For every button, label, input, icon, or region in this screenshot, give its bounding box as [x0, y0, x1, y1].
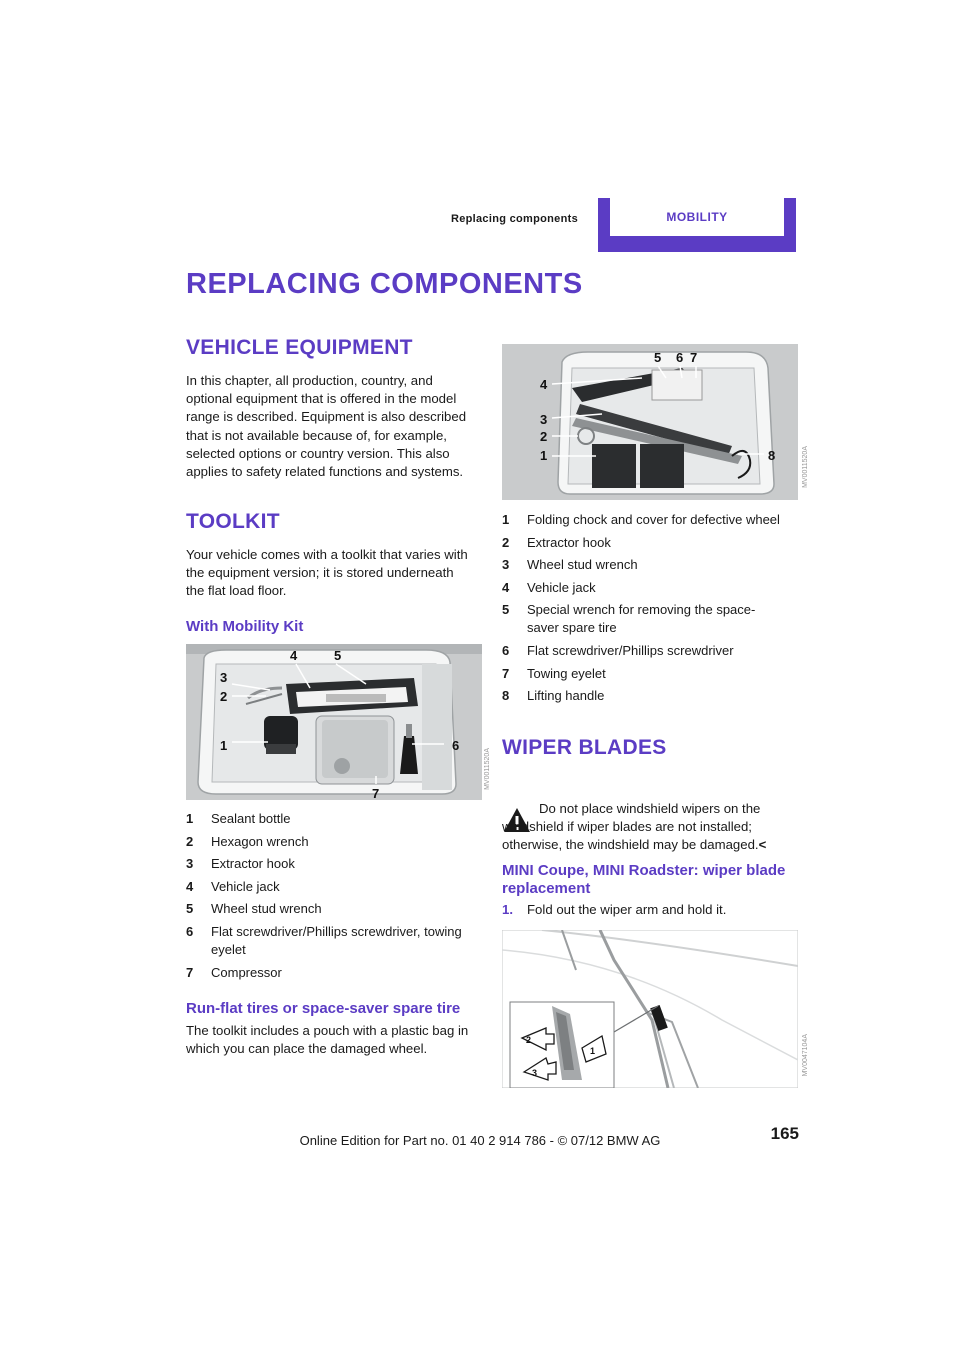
list-item: 2 Extractor hook: [502, 534, 611, 550]
callout-4: 4: [290, 648, 298, 663]
list-item: 8 Lifting handle: [502, 688, 605, 704]
list-item: 7 Compressor: [186, 964, 282, 980]
spare-tire-legend: [502, 511, 800, 710]
wiper-arm-illustration: [502, 930, 798, 1088]
wiper-step-1: 1. Fold out the wiper arm and hold it.: [502, 901, 802, 919]
callout-2: 2: [540, 429, 548, 444]
mobility-kit-legend: [186, 810, 478, 986]
warning-end-mark: <: [758, 837, 767, 853]
list-item: 6 Flat screwdriver/Phillips screwdriver, towing eyelet: [186, 923, 462, 957]
heading-runflat: Run-flat tires or space-saver spare tire: [186, 1000, 461, 1017]
toolkit-text: Your vehicle comes with a toolkit that varies with the equipment version; it is stored underneath the flat load floor.: [186, 547, 468, 599]
callout-4: 4: [540, 377, 548, 392]
callout-6: 6: [452, 738, 460, 753]
vehicle-equipment-text: In this chapter, all production, country, and optional equipment that is offered in the model range is described. Equipment is also described that is not available because of, for example, selected options or country version. This also applies to safety related functions and systems.: [186, 373, 467, 480]
mobility-kit-illustration: [186, 644, 482, 800]
list-item: 1 Sealant bottle: [186, 811, 291, 826]
runflat-text: The toolkit includes a pouch with a plastic bag in which you can place the damaged wheel.: [186, 1023, 469, 1057]
list-item: 7 Towing eyelet: [502, 665, 606, 681]
callout-2: 2: [220, 689, 228, 704]
callout-8: 8: [768, 448, 776, 463]
arrow-label-1: 1: [590, 1046, 596, 1056]
callout-1: 1: [540, 448, 548, 463]
chapter-tab-label: MOBILITY: [666, 210, 728, 224]
heading-toolkit: TOOLKIT: [186, 510, 280, 533]
list-item: 5 Special wrench for removing the space-saver spare tire: [502, 602, 756, 636]
callout-1: 1: [220, 738, 228, 753]
heading-vehicle-equipment: VEHICLE EQUIPMENT: [186, 336, 413, 359]
callout-7: 7: [690, 350, 698, 365]
page-number: 165: [770, 1124, 799, 1143]
list-item: 2 Hexagon wrench: [186, 833, 309, 849]
footer-edition: Online Edition for Part no. 01 40 2 914 786 - © 07/12 BMW AG: [299, 1133, 661, 1148]
list-item: 1 Folding chock and cover for defective wheel: [502, 512, 780, 527]
running-section-title: Replacing components: [450, 213, 578, 225]
spare-tire-toolkit-illustration: [502, 344, 798, 500]
chapter-tab: [598, 198, 796, 252]
heading-mobility-kit: With Mobility Kit: [186, 618, 304, 635]
figure-code: MV0011520A: [484, 748, 491, 790]
callout-7: 7: [372, 786, 380, 800]
list-item: 3 Wheel stud wrench: [502, 557, 638, 573]
wiper-warning-text: Do not place windshield wipers on the windshield if wiper blades are not installed; otherwise, the windshield may be damaged.<: [502, 801, 767, 853]
heading-wiper-replacement: MINI Coupe, MINI Roadster: wiper blade replacement: [502, 862, 786, 897]
step-number: 1.: [502, 902, 513, 917]
callout-3: 3: [220, 670, 228, 685]
list-item: 4 Vehicle jack: [186, 878, 280, 894]
callout-3: 3: [540, 412, 548, 427]
callout-6: 6: [676, 350, 684, 365]
list-item: 4 Vehicle jack: [502, 579, 596, 595]
arrow-label-3: 3: [532, 1068, 538, 1078]
figure-code: MV0011520A: [802, 446, 809, 488]
list-item: 3 Extractor hook: [186, 856, 295, 872]
list-item: 6 Flat screwdriver/Phillips screwdriver: [502, 642, 734, 658]
figure-code: MV0047104A: [802, 1034, 809, 1077]
list-item: 5 Wheel stud wrench: [186, 901, 322, 917]
page-title: REPLACING COMPONENTS: [186, 268, 583, 300]
arrow-label-2: 2: [526, 1035, 532, 1045]
heading-wiper-blades: WIPER BLADES: [502, 736, 667, 759]
callout-5: 5: [334, 648, 342, 663]
callout-5: 5: [654, 350, 662, 365]
